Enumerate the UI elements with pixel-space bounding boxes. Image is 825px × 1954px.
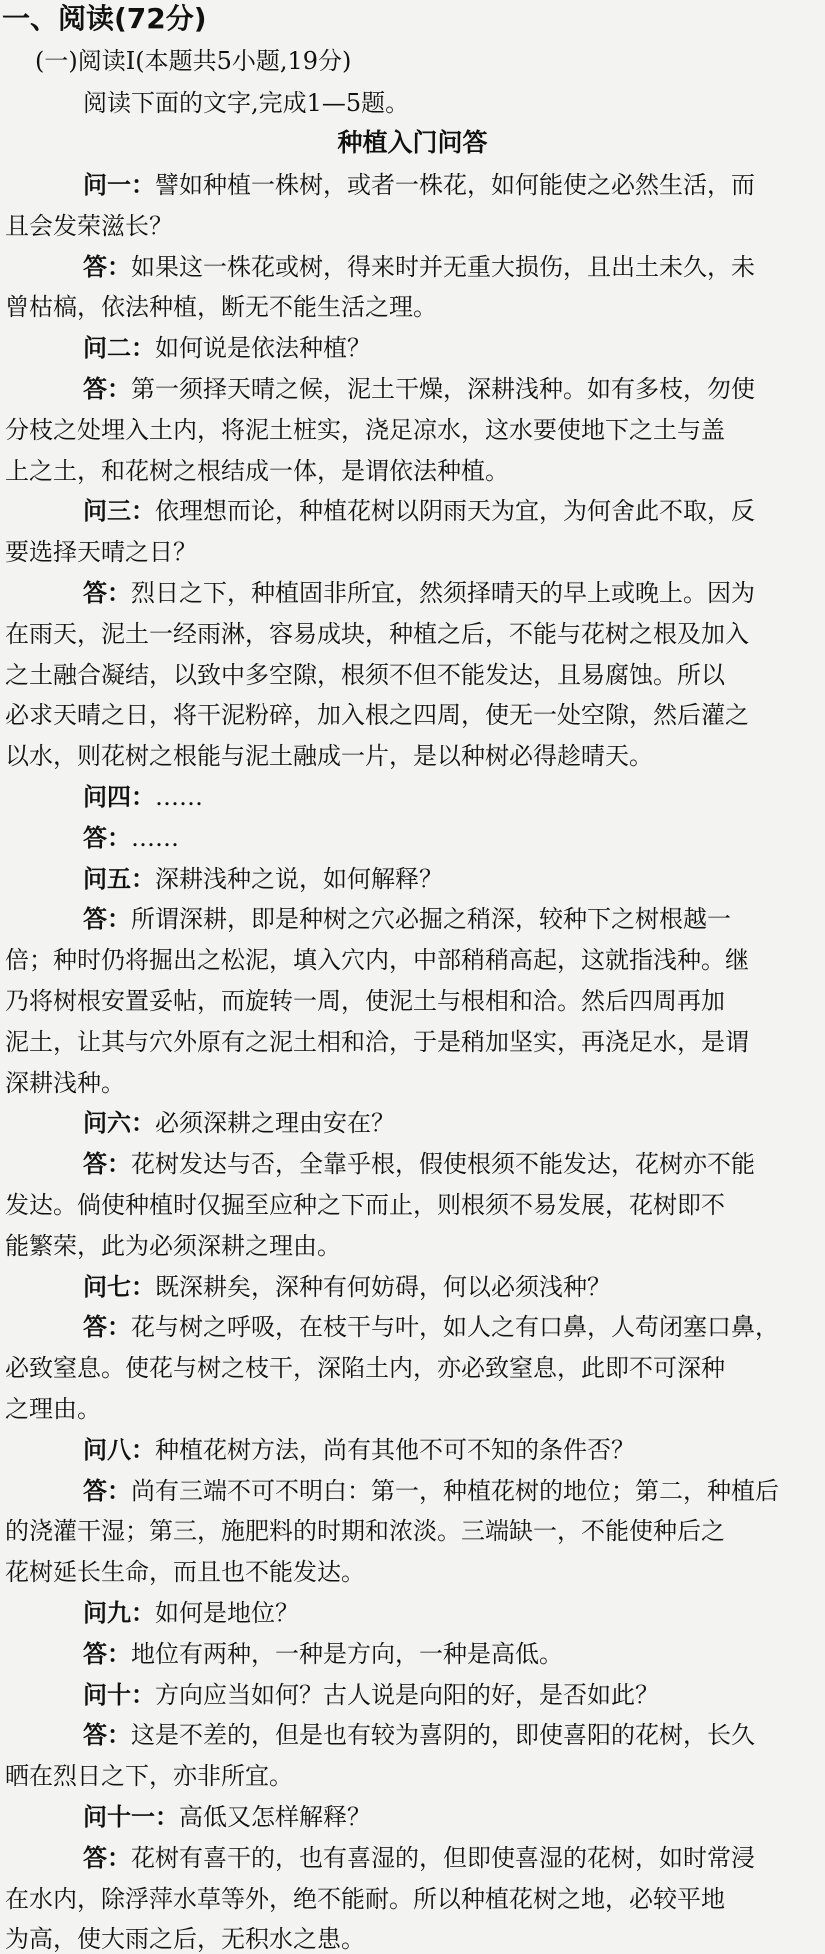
question-answer-label: 问四： — [83, 783, 155, 811]
question-answer-label: 答： — [83, 823, 131, 852]
text-line — [5, 1231, 341, 1261]
line-text: 如何是地位？ — [155, 1599, 299, 1627]
text-line — [83, 1598, 299, 1628]
line-text: 以水，则花树之根能与泥土融成一片，是以种树必得趁晴天。 — [5, 742, 653, 771]
line-text: 既深耕矣，深种有何妨碍，何以必须浅种？ — [155, 1272, 611, 1301]
text-line — [5, 1884, 725, 1914]
text-line — [5, 1353, 725, 1383]
line-text: 种植花树方法，尚有其他不可不知的条件否？ — [155, 1435, 635, 1464]
line-text: 必致窒息。使花与树之枝干，深陷土内，亦必致窒息，此即不可深种 — [5, 1354, 725, 1383]
article-title: 种植入门问答 — [337, 128, 488, 157]
text-line — [83, 1720, 755, 1750]
question-answer-label: 答： — [83, 1843, 131, 1872]
line-text: 所谓深耕，即是种树之穴必掘之稍深，较种下之树根越一 — [131, 905, 731, 934]
text-line — [83, 374, 755, 404]
question-answer-label: 问七： — [83, 1272, 155, 1301]
text-line — [83, 904, 731, 934]
line-text: …… — [155, 783, 203, 811]
question-answer-label: 问二： — [83, 334, 155, 363]
text-line — [83, 823, 179, 853]
line-text: 方向应当如何？古人说是向阳的好，是否如此？ — [155, 1680, 659, 1709]
text-line — [5, 1924, 365, 1954]
text-line — [83, 252, 755, 282]
text-line — [5, 1516, 725, 1546]
text-line — [5, 415, 725, 445]
question-answer-label: 答： — [83, 1313, 131, 1342]
line-text: 倍；种时仍将掘出之松泥，填入穴内，中部稍稍高起，这就指浅种。继 — [5, 946, 749, 975]
text-line — [5, 986, 725, 1016]
line-text: 尚有三端不可不明白：第一，种植花树的地位；第二，种植后 — [131, 1476, 779, 1505]
text-line — [5, 292, 437, 322]
section-heading: 一、阅读(72分) — [2, 2, 207, 35]
text-line — [83, 333, 371, 363]
text-line — [83, 1435, 635, 1465]
text-line — [5, 211, 173, 241]
line-text: 这是不差的，但是也有较为喜阴的，即使喜阳的花树，长久 — [131, 1721, 755, 1750]
line-text: 之土融合凝结，以致中多空隙，根须不但不能发达，且易腐蚀。所以 — [5, 660, 725, 689]
line-text: 分枝之处埋入土内，将泥土桩实，浇足凉水，这水要使地下之土与盖 — [5, 415, 725, 444]
line-text: 依理想而论，种植花树以阴雨天为宜，为何舍此不取，反 — [155, 497, 755, 526]
text-line — [5, 1557, 365, 1587]
text-line — [5, 619, 749, 649]
line-text: 泥土，让其与穴外原有之泥土相和洽，于是稍加坚实，再浇足水，是谓 — [5, 1027, 749, 1056]
line-text: 烈日之下，种植固非所宜，然须择晴天的早上或晚上。因为 — [131, 579, 755, 607]
text-line — [5, 1761, 293, 1791]
question-answer-label: 问一： — [83, 171, 155, 199]
text-line — [83, 1108, 395, 1138]
text-line — [83, 170, 755, 200]
line-text: 能繁荣，此为必须深耕之理由。 — [5, 1231, 341, 1260]
text-line — [83, 782, 203, 812]
question-answer-label: 问九： — [83, 1599, 155, 1627]
line-text: 深耕浅种。 — [5, 1068, 125, 1097]
line-text: 在雨天，泥土一经雨淋，容易成块，种植之后，不能与花树之根及加入 — [5, 619, 749, 648]
line-text: 之理由。 — [5, 1395, 101, 1423]
text-line — [83, 1802, 371, 1832]
text-line — [5, 660, 725, 690]
line-text: 花树有喜干的，也有喜湿的，但即使喜湿的花树，如时常浸 — [131, 1843, 755, 1872]
question-answer-label: 问十： — [83, 1680, 155, 1709]
line-text: 为高，使大雨之后，无积水之患。 — [5, 1925, 365, 1954]
line-text: 地位有两种，一种是方向，一种是高低。 — [131, 1639, 563, 1668]
text-line — [5, 945, 749, 975]
text-line — [5, 741, 653, 771]
line-text: 上之土，和花树之根结成一体，是谓依法种植。 — [5, 456, 509, 485]
line-text: 深耕浅种之说，如何解释？ — [155, 864, 443, 893]
line-text: 譬如种植一株树，或者一株花，如何能使之必然生活，而 — [155, 171, 755, 199]
question-answer-label: 问十一： — [83, 1803, 179, 1831]
text-line — [83, 578, 755, 608]
question-answer-label: 答： — [83, 905, 131, 934]
line-text: 在水内，除浮萍水草等外，绝不能耐。所以种植花树之地，必较平地 — [5, 1884, 725, 1913]
line-text: 要选择天晴之日？ — [5, 538, 197, 567]
text-line — [5, 1190, 725, 1220]
line-text: 且会发荣滋长？ — [5, 211, 173, 240]
question-answer-label: 答： — [83, 579, 131, 607]
line-text: 如果这一株花或树，得来时并无重大损伤，且出土未久，未 — [131, 252, 755, 281]
line-text: 第一须择天晴之候，泥土干燥，深耕浅种。如有多枝，勿使 — [131, 375, 755, 403]
line-text: 花与树之呼吸，在枝干与叶，如人之有口鼻，人苟闭塞口鼻， — [131, 1313, 779, 1342]
line-text: 花树发达与否，全靠乎根，假使根须不能发达，花树亦不能 — [131, 1150, 755, 1179]
subsection-heading: (一)阅读Ⅰ(本题共5小题,19分) — [35, 47, 352, 75]
question-answer-label: 答： — [83, 1150, 131, 1179]
line-text: 必求天晴之日，将干泥粉碎，加入根之四周，使无一处空隙，然后灌之 — [5, 701, 749, 730]
question-answer-label: 问五： — [83, 864, 155, 893]
instruction-text: 阅读下面的文字,完成1—5题。 — [83, 89, 410, 117]
question-answer-label: 问三： — [83, 497, 155, 526]
text-line — [5, 456, 509, 486]
text-line — [5, 1068, 125, 1098]
line-text: 花树延长生命，而且也不能发达。 — [5, 1558, 365, 1587]
line-text: 必须深耕之理由安在？ — [155, 1109, 395, 1138]
question-answer-label: 答： — [83, 252, 131, 281]
question-answer-label: 答： — [83, 375, 131, 403]
text-line — [83, 496, 755, 526]
line-text: 高低又怎样解释？ — [179, 1803, 371, 1831]
line-text: 发达。倘使种植时仅掘至应种之下而止，则根须不易发展，花树即不 — [5, 1191, 725, 1219]
line-text: 晒在烈日之下，亦非所宜。 — [5, 1762, 293, 1791]
line-text: 的浇灌干湿；第三，施肥料的时期和浓淡。三端缺一，不能使种后之 — [5, 1517, 725, 1546]
text-line — [83, 1476, 779, 1506]
question-answer-label: 答： — [83, 1639, 131, 1668]
text-line — [83, 1272, 611, 1302]
line-text: 乃将树根安置妥帖，而旋转一周，使泥土与根相和洽。然后四周再加 — [5, 987, 725, 1015]
line-text: 如何说是依法种植？ — [155, 334, 371, 363]
text-line — [83, 1312, 779, 1342]
question-answer-label: 答： — [83, 1721, 131, 1750]
question-answer-label: 问六： — [83, 1109, 155, 1138]
line-text: …… — [131, 823, 179, 852]
text-line — [83, 1639, 563, 1669]
text-line — [5, 1027, 749, 1057]
text-line — [5, 700, 749, 730]
text-line — [83, 1843, 755, 1873]
text-line — [5, 537, 197, 567]
text-line — [83, 1149, 755, 1179]
text-line — [5, 1394, 101, 1424]
text-line — [83, 864, 443, 894]
line-text: 曾枯槁，依法种植，断无不能生活之理。 — [5, 293, 437, 322]
text-line — [83, 1680, 659, 1710]
question-answer-label: 问八： — [83, 1435, 155, 1464]
question-answer-label: 答： — [83, 1476, 131, 1505]
